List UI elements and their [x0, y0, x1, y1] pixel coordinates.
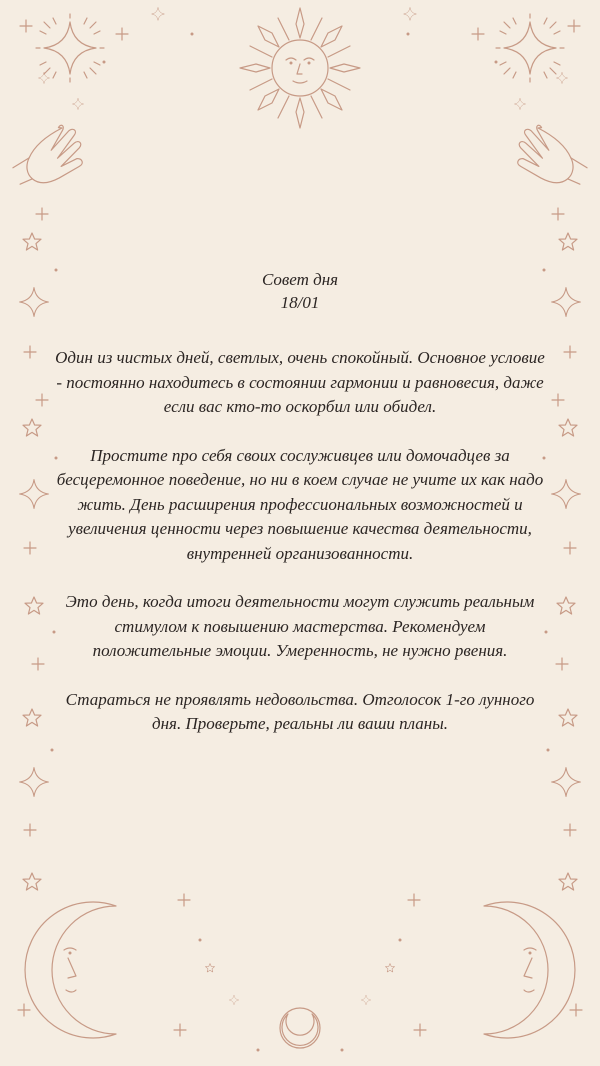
- card-date: 18/01: [280, 293, 320, 312]
- circle-crescent-icon: [280, 1008, 320, 1048]
- crescent-moon-face-icon: [484, 902, 575, 1038]
- card-title: Совет дня: [261, 270, 339, 289]
- advice-paragraph: Простите про себя своих сослуживцев или домочадцев за бесцеремонное поведение, но ни в коем случае не учите их как надо жить. День расширения профессиональных возможностей и увеличения ценности через повышение качества деятельности, внутренней организованности.: [56, 445, 544, 563]
- advice-card: [55, 268, 545, 737]
- advice-paragraph: Стараться не проявлять недовольства. Отголосок 1-го лунного дня. Проверьте, реальны ли ваши планы.: [65, 689, 535, 733]
- hand-icon: [504, 115, 592, 206]
- hand-icon: [8, 115, 96, 206]
- sun-face-icon: [240, 8, 360, 128]
- advice-paragraph: Это день, когда итоги деятельности могут служить реальным стимулом к повышению мастерства. Рекомендуем положительные эмоции. Умеренность, не нужно рвения.: [65, 592, 535, 660]
- crescent-moon-face-icon: [25, 902, 116, 1038]
- advice-paragraph: Один из чистых дней, светлых, очень спокойный. Основное условие - постоянно находитесь в состоянии гармонии и равновесия, даже если вас кто-то оскорбил или обидел.: [55, 348, 545, 416]
- sparkle-icon: [36, 14, 104, 82]
- sparkle-icon: [496, 14, 564, 82]
